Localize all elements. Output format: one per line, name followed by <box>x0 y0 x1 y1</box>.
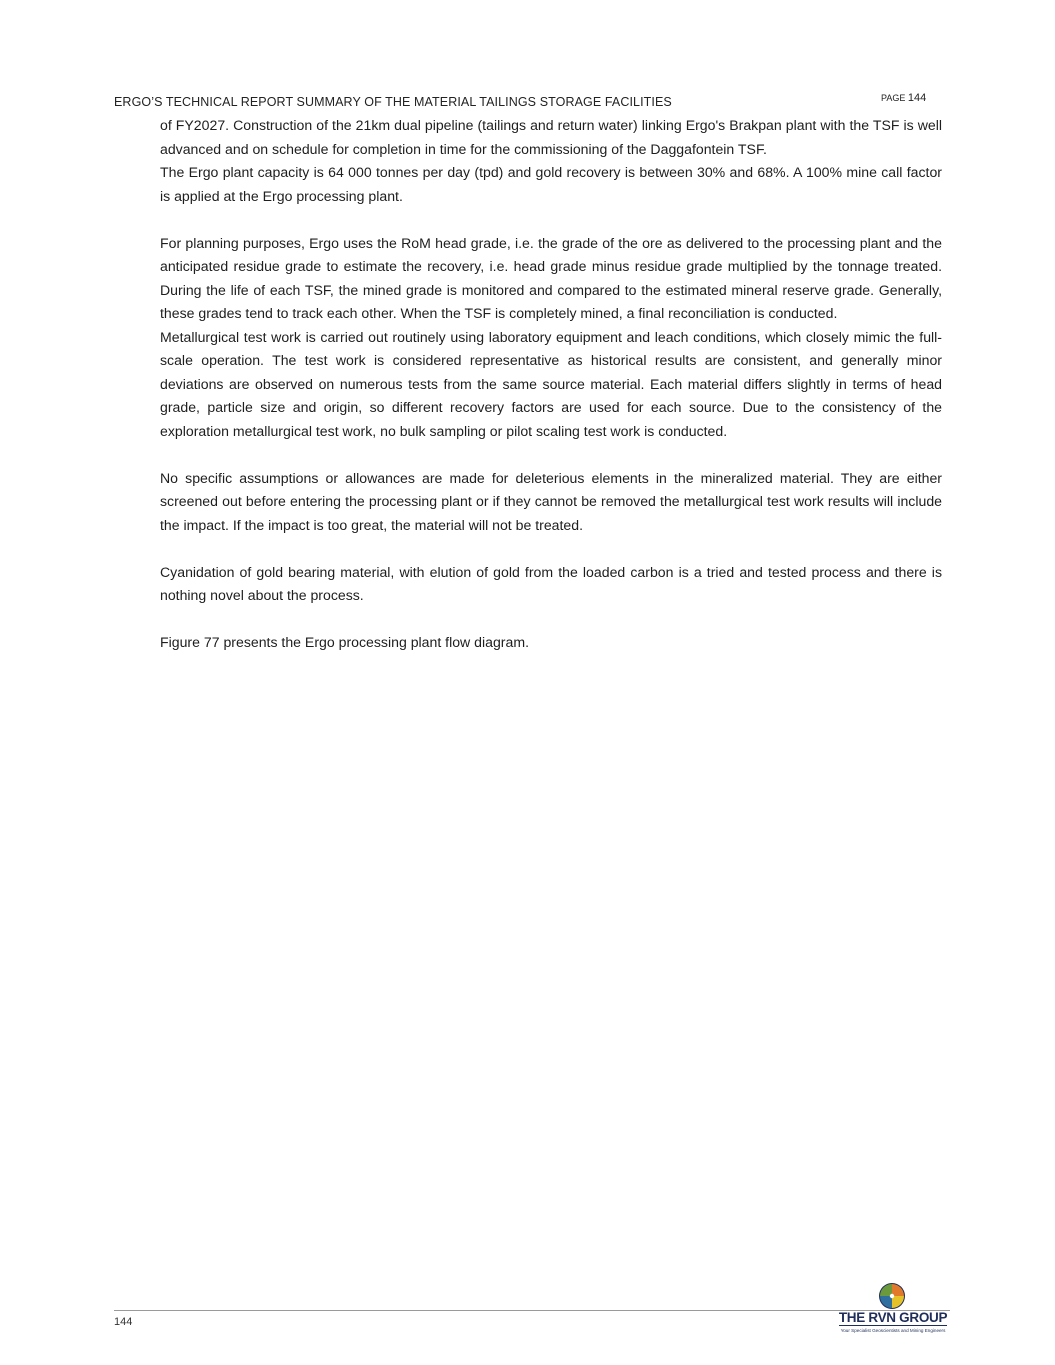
header-page-number: 144 <box>907 92 927 104</box>
body-text <box>160 114 942 655</box>
paragraph-pipeline: of FY2027. Construction of the 21km dual pipeline (tailings and return water) linking Ergo's Brakpan plant with the TSF is well advanced and on schedule for completion in time for the commissioning of the Daggafontein TSF. <box>160 117 942 157</box>
logo-tagline: Your Specialist Geoscientists and Mining Engineers <box>840 1328 946 1333</box>
paragraph-figure-reference: Figure 77 presents the Ergo processing plant flow diagram. <box>160 634 529 650</box>
footer-divider <box>114 1310 950 1311</box>
rvn-globe-icon <box>878 1282 906 1310</box>
rvn-logo <box>832 1282 954 1336</box>
paragraph-plant-capacity: The Ergo plant capacity is 64 000 tonnes per day (tpd) and gold recovery is between 30% and 68%. A 100% mine call factor is applied at the Ergo processing plant. <box>160 164 942 204</box>
page-label-text: PAGE <box>881 93 906 103</box>
paragraph-planning: For planning purposes, Ergo uses the RoM head grade, i.e. the grade of the ore as delivered to the processing plant and the anticipated residue grade to estimate the recovery, i.e. head grade minus residue grade multiplied by the tonnage treated. During the life of each TSF, the mined grade is monitored and compared to the estimated mineral reserve grade. Generally, these grades tend to track each other. When the TSF is completely mined, a final reconciliation is conducted. <box>160 234 942 321</box>
logo-wordmark: THE RVN GROUP <box>838 1310 948 1325</box>
paragraph-cyanidation: Cyanidation of gold bearing material, with elution of gold from the loaded carbon is a tried and tested process and there is nothing novel about the process. <box>160 563 942 603</box>
footer-page-number: 144 <box>114 1316 133 1328</box>
report-title: ERGO’S TECHNICAL REPORT SUMMARY OF THE MATERIAL TAILINGS STORAGE FACILITIES <box>114 95 672 109</box>
paragraph-metallurgical-test: Metallurgical test work is carried out routinely using laboratory equipment and leach conditions, which closely mimic the full-scale operation. The test work is considered representative as historical results are consistent, and generally minor deviations are observed on numerous tests from the same source material. Each material differs slightly in terms of head grade, particle size and origin, so different recovery factors are used for each source. Due to the consistency of the exploration metallurgical test work, no bulk sampling or pilot scaling test work is conducted. <box>160 328 942 439</box>
header-page-label <box>881 92 926 104</box>
paragraph-deleterious-elements: No specific assumptions or allowances are made for deleterious elements in the mineralized material. They are either screened out before entering the processing plant or if they cannot be removed the metallurgical test work results will include the impact. If the impact is too great, the material will not be treated. <box>160 469 942 533</box>
